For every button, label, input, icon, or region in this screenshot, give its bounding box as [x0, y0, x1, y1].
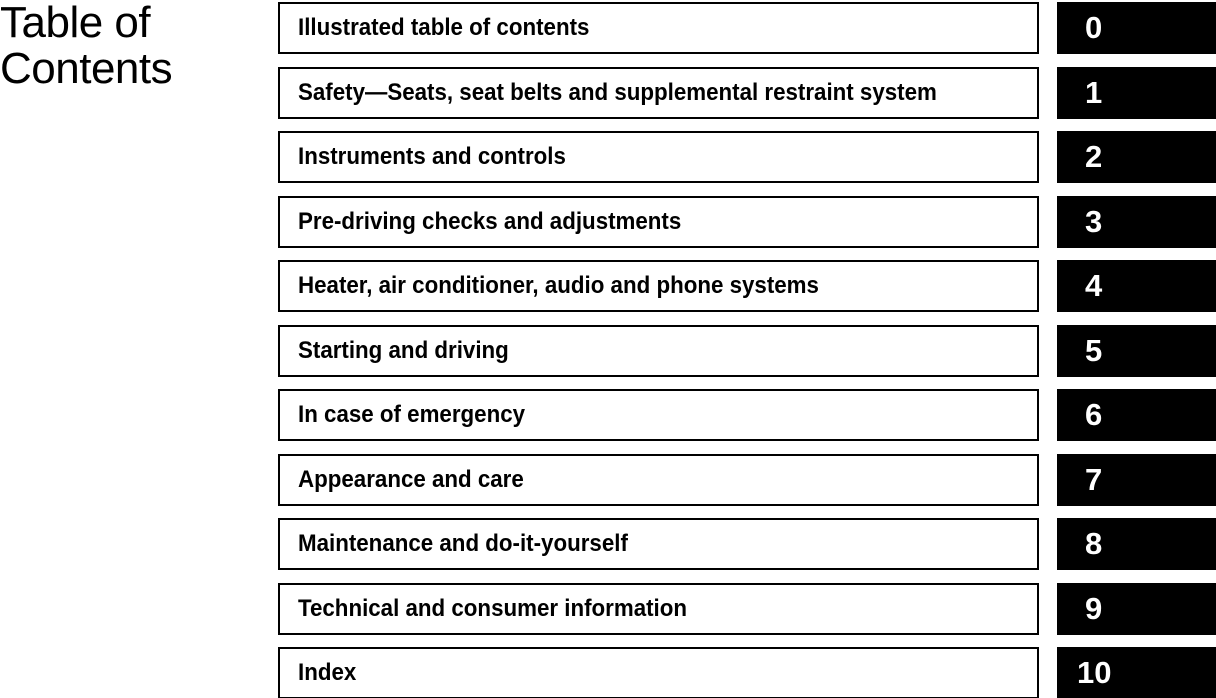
toc-entry-label: Appearance and care: [298, 465, 524, 493]
toc-row-10: [278, 647, 1216, 698]
section-tab-4[interactable]: [1057, 260, 1216, 312]
toc-row-7: [278, 454, 1216, 506]
toc-entry-safety[interactable]: [278, 67, 1039, 119]
toc-entry-maintenance[interactable]: [278, 518, 1039, 570]
toc-entry-in-case-of-emergency[interactable]: [278, 389, 1039, 441]
toc-row-2: [278, 131, 1216, 183]
section-tab-number: 0: [1085, 10, 1103, 45]
section-tab-2[interactable]: [1057, 131, 1216, 183]
table-of-contents-list: [278, 2, 1216, 698]
toc-row-6: [278, 389, 1216, 441]
toc-entry-appearance-and-care[interactable]: [278, 454, 1039, 506]
section-tab-number: 7: [1085, 461, 1103, 497]
toc-entry-label: Maintenance and do-it-yourself: [298, 530, 628, 557]
section-tab-number: 3: [1085, 203, 1103, 239]
section-tab-10[interactable]: [1057, 647, 1216, 698]
section-tab-5[interactable]: [1057, 325, 1216, 377]
toc-entry-label: Heater, air conditioner, audio and phone systems: [298, 272, 819, 299]
toc-row-0: [278, 2, 1216, 54]
section-tab-number: 10: [1077, 655, 1112, 690]
toc-row-1: [278, 67, 1216, 119]
toc-entry-label: Starting and driving: [298, 336, 509, 364]
section-tab-number: 9: [1085, 590, 1103, 626]
section-tab-8[interactable]: [1057, 518, 1216, 570]
section-tab-number: 2: [1085, 139, 1103, 174]
section-tab-number: 8: [1085, 526, 1103, 561]
toc-entry-label: Pre-driving checks and adjustments: [298, 207, 682, 235]
section-tab-9[interactable]: [1057, 583, 1216, 635]
toc-row-5: [278, 325, 1216, 377]
toc-entry-label: In case of emergency: [298, 401, 526, 428]
section-tab-number: 4: [1085, 268, 1103, 303]
section-tab-number: 1: [1085, 74, 1103, 110]
page-title-line-1: Table of: [0, 0, 151, 47]
toc-entry-label: Illustrated table of contents: [298, 14, 590, 41]
toc-entry-label: Technical and consumer information: [298, 594, 688, 622]
toc-entry-label: Safety—Seats, seat belts and supplemental restraint system: [298, 78, 937, 106]
toc-entry-starting-and-driving[interactable]: [278, 325, 1039, 377]
section-tab-number: 6: [1085, 397, 1103, 432]
section-tab-1[interactable]: [1057, 67, 1216, 119]
toc-entry-instruments-and-controls[interactable]: [278, 131, 1039, 183]
toc-entry-index[interactable]: [278, 647, 1039, 698]
toc-entry-illustrated-table-of-contents[interactable]: [278, 2, 1039, 54]
section-tab-3[interactable]: [1057, 196, 1216, 248]
section-tab-7[interactable]: [1057, 454, 1216, 506]
toc-row-3: [278, 196, 1216, 248]
toc-entry-heater-audio-phone[interactable]: [278, 260, 1039, 312]
section-tab-6[interactable]: [1057, 389, 1216, 441]
section-tab-number: 5: [1085, 332, 1103, 368]
page-title: [0, 0, 172, 92]
section-tab-0[interactable]: [1057, 2, 1216, 54]
toc-entry-label: Instruments and controls: [298, 143, 566, 170]
toc-entry-pre-driving-checks[interactable]: [278, 196, 1039, 248]
toc-row-8: [278, 518, 1216, 570]
page-title-line-2: Contents: [0, 44, 173, 93]
toc-entry-label: Index: [298, 659, 357, 686]
toc-row-9: [278, 583, 1216, 635]
toc-row-4: [278, 260, 1216, 312]
toc-entry-technical-and-consumer-information[interactable]: [278, 583, 1039, 635]
